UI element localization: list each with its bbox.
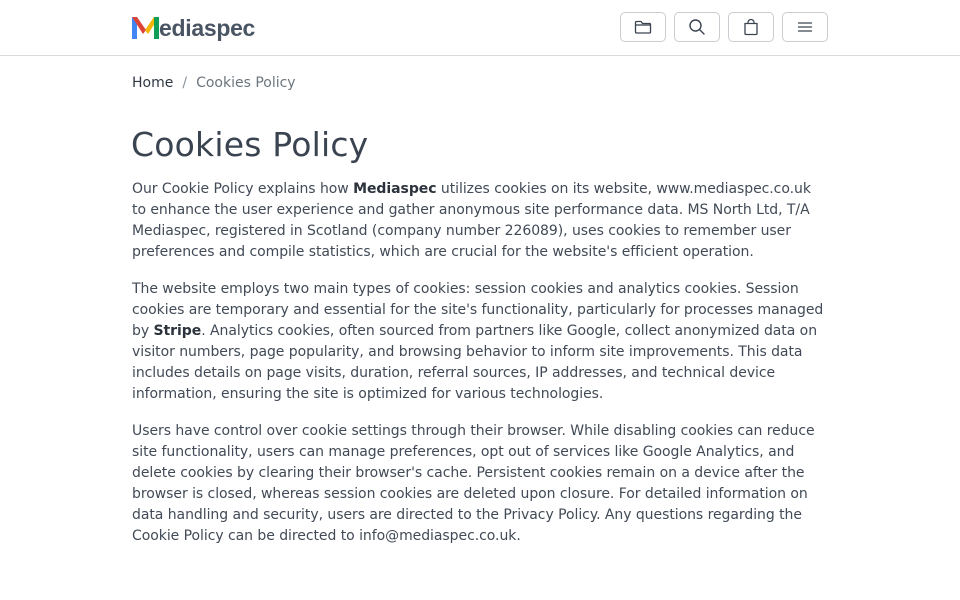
company-name-bold: Mediaspec [353,181,437,197]
folder-icon [634,18,652,36]
menu-icon [796,18,814,36]
search-icon [688,18,706,36]
menu-toggle-button[interactable] [782,12,828,42]
breadcrumb [132,73,296,93]
policy-paragraph-intro [132,179,828,263]
shopping-bag-icon [742,18,760,36]
top-navbar [0,0,960,56]
policy-content [132,179,828,563]
logo-text: ediaspec [159,14,256,41]
breadcrumb-current: Cookies Policy [196,75,296,91]
folder-button[interactable] [620,12,666,42]
mediaspec-logo[interactable] [132,12,255,44]
mediaspec-m-logo-icon [132,15,159,41]
paragraph-text: . Analytics cookies, often sourced from partners like Google, collect anonymized data on visitor numbers, page popularity, and browsing behavior to inform site improvements. This data includes details on page visits, duration, referral sources, IP addresses, and technical device information, ensuring the site is optimized for various technologies. [132,323,818,402]
search-button[interactable] [674,12,720,42]
paragraph-text: utilizes cookies on its website, www.mediaspec.co.uk to enhance the user experience and gather anonymous site performance data. MS North Ltd, T/A Mediaspec, registered in Scotland (company number 226089), uses cookies to remember user preferences and compile statistics, which are crucial for the website's efficient operation. [132,181,811,260]
paragraph-text: The website employs two main types of cookies: session cookies and analytics cookies. Session cookies are temporary and essential for the site's functionality, particularly for processes managed by [132,281,824,339]
stripe-bold: Stripe [153,323,202,339]
breadcrumb-home-link[interactable]: Home [132,75,174,91]
cart-button[interactable] [728,12,774,42]
paragraph-text: Our Cookie Policy explains how [132,181,354,197]
page-title: Cookies Policy [131,125,369,164]
policy-paragraph-user-control: Users have control over cookie settings through their browser. While disabling cookies can reduce site functionality, users can manage preferences, opt out of services like Google Analytics, and delete cookies by clearing their browser's cache. Persistent cookies remain on a device after the browser is closed, whereas session cookies are deleted upon closure. For detailed information on data handling and security, users are directed to the Privacy Policy. Any questions regarding the Cookie Policy can be directed to info@mediaspec.co.uk. [132,423,815,544]
policy-paragraph-cookie-types [132,279,828,405]
breadcrumb-separator: / [182,75,188,91]
